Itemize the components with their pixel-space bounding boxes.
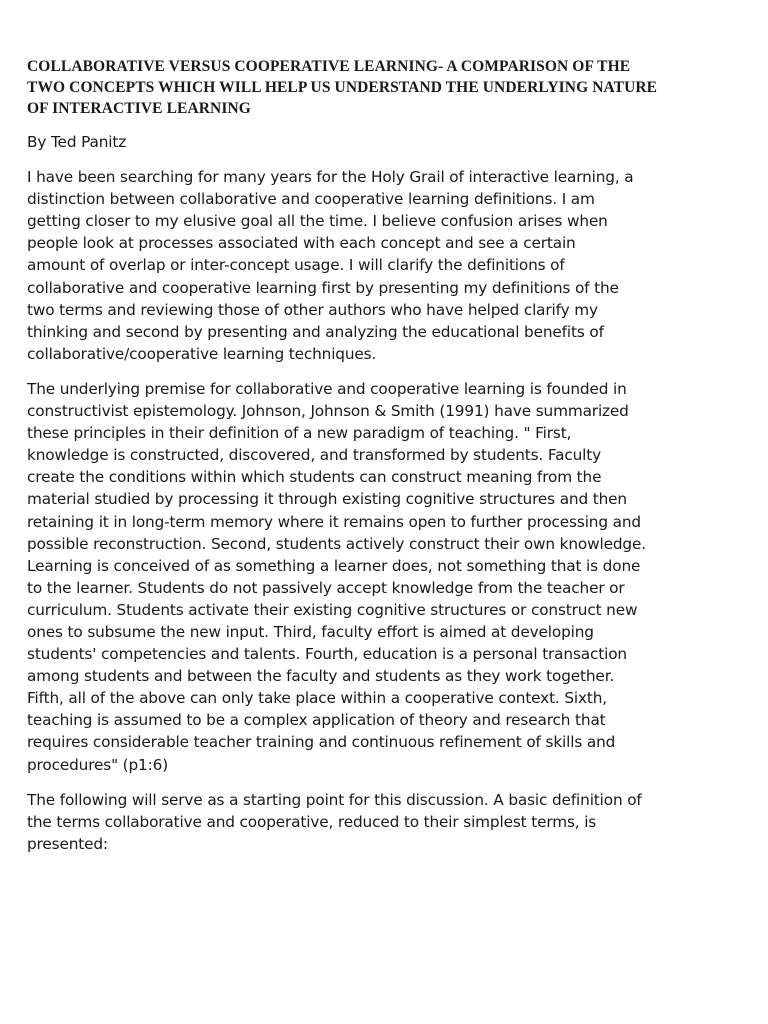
paragraph-line: requires considerable teacher training and continuous refinement of skills and (27, 733, 616, 752)
paragraph (27, 789, 727, 855)
paragraph-line: constructivist epistemology. Johnson, Johnson & Smith (1991) have summarized (27, 402, 629, 421)
paragraph-line: among students and between the faculty and students as they work together. (27, 667, 615, 686)
paragraph-container (27, 166, 727, 855)
author-byline: By Ted Panitz (27, 133, 127, 151)
paragraph-line: create the conditions within which students can construct meaning from the (27, 468, 602, 487)
paragraph-line: Fifth, all of the above can only take place within a cooperative context. Sixth, (27, 689, 608, 708)
title-line: COLLABORATIVE VERSUS COOPERATIVE LEARNING- A COMPARISON OF THE (27, 58, 631, 75)
paragraph-line: Learning is conceived of as something a learner does, not something that is done (27, 556, 641, 575)
paragraph-line: to the learner. Students do not passively accept knowledge from the teacher or (27, 578, 625, 597)
paragraph-line: material studied by processing it through existing cognitive structures and then (27, 490, 627, 509)
paragraph-line: amount of overlap or inter-concept usage. I will clarify the definitions of (27, 256, 565, 275)
paragraph-line: thinking and second by presenting and analyzing the educational benefits of (27, 322, 604, 341)
paragraph (27, 166, 727, 365)
paragraph-line: procedures" (p1:6) (27, 755, 169, 774)
title-line: OF INTERACTIVE LEARNING (27, 100, 251, 117)
paragraph-line: people look at processes associated with each concept and see a certain (27, 234, 576, 253)
paragraph-line: presented: (27, 834, 108, 853)
paragraph-line: the terms collaborative and cooperative, reduced to their simplest terms, is (27, 812, 597, 831)
paragraph-line: these principles in their definition of a new paradigm of teaching. " First, (27, 424, 572, 443)
paragraph-line: students' competencies and talents. Fourth, education is a personal transaction (27, 645, 627, 664)
paragraph-line: retaining it in long-term memory where it remains open to further processing and (27, 512, 641, 531)
paragraph-line: ones to subsume the new input. Third, faculty effort is aimed at developing (27, 622, 594, 641)
paragraph-line: getting closer to my elusive goal all the time. I believe confusion arises when (27, 212, 608, 231)
paragraph-line: I have been searching for many years for the Holy Grail of interactive learning, a (27, 168, 634, 187)
paragraph-line: collaborative and cooperative learning first by presenting my definitions of the (27, 278, 619, 297)
paragraph-line: teaching is assumed to be a complex application of theory and research that (27, 711, 606, 730)
paragraph-line: The following will serve as a starting point for this discussion. A basic definition of (27, 790, 642, 809)
paragraph-line: distinction between collaborative and cooperative learning definitions. I am (27, 190, 595, 209)
paragraph-line: The underlying premise for collaborative and cooperative learning is founded in (27, 379, 627, 398)
paragraph-line: curriculum. Students activate their existing cognitive structures or construct new (27, 600, 638, 619)
paragraph-line: possible reconstruction. Second, students actively construct their own knowledge. (27, 534, 646, 553)
paragraph (27, 378, 727, 776)
document-body (27, 131, 727, 855)
paragraph-line: knowledge is constructed, discovered, and transformed by students. Faculty (27, 446, 601, 465)
document-page (27, 56, 727, 868)
document-title (27, 56, 727, 119)
title-line: TWO CONCEPTS WHICH WILL HELP US UNDERSTAND THE UNDERLYING NATURE (27, 79, 658, 96)
paragraph-line: two terms and reviewing those of other authors who have helped clarify my (27, 300, 598, 319)
paragraph-line: collaborative/cooperative learning techniques. (27, 344, 377, 363)
